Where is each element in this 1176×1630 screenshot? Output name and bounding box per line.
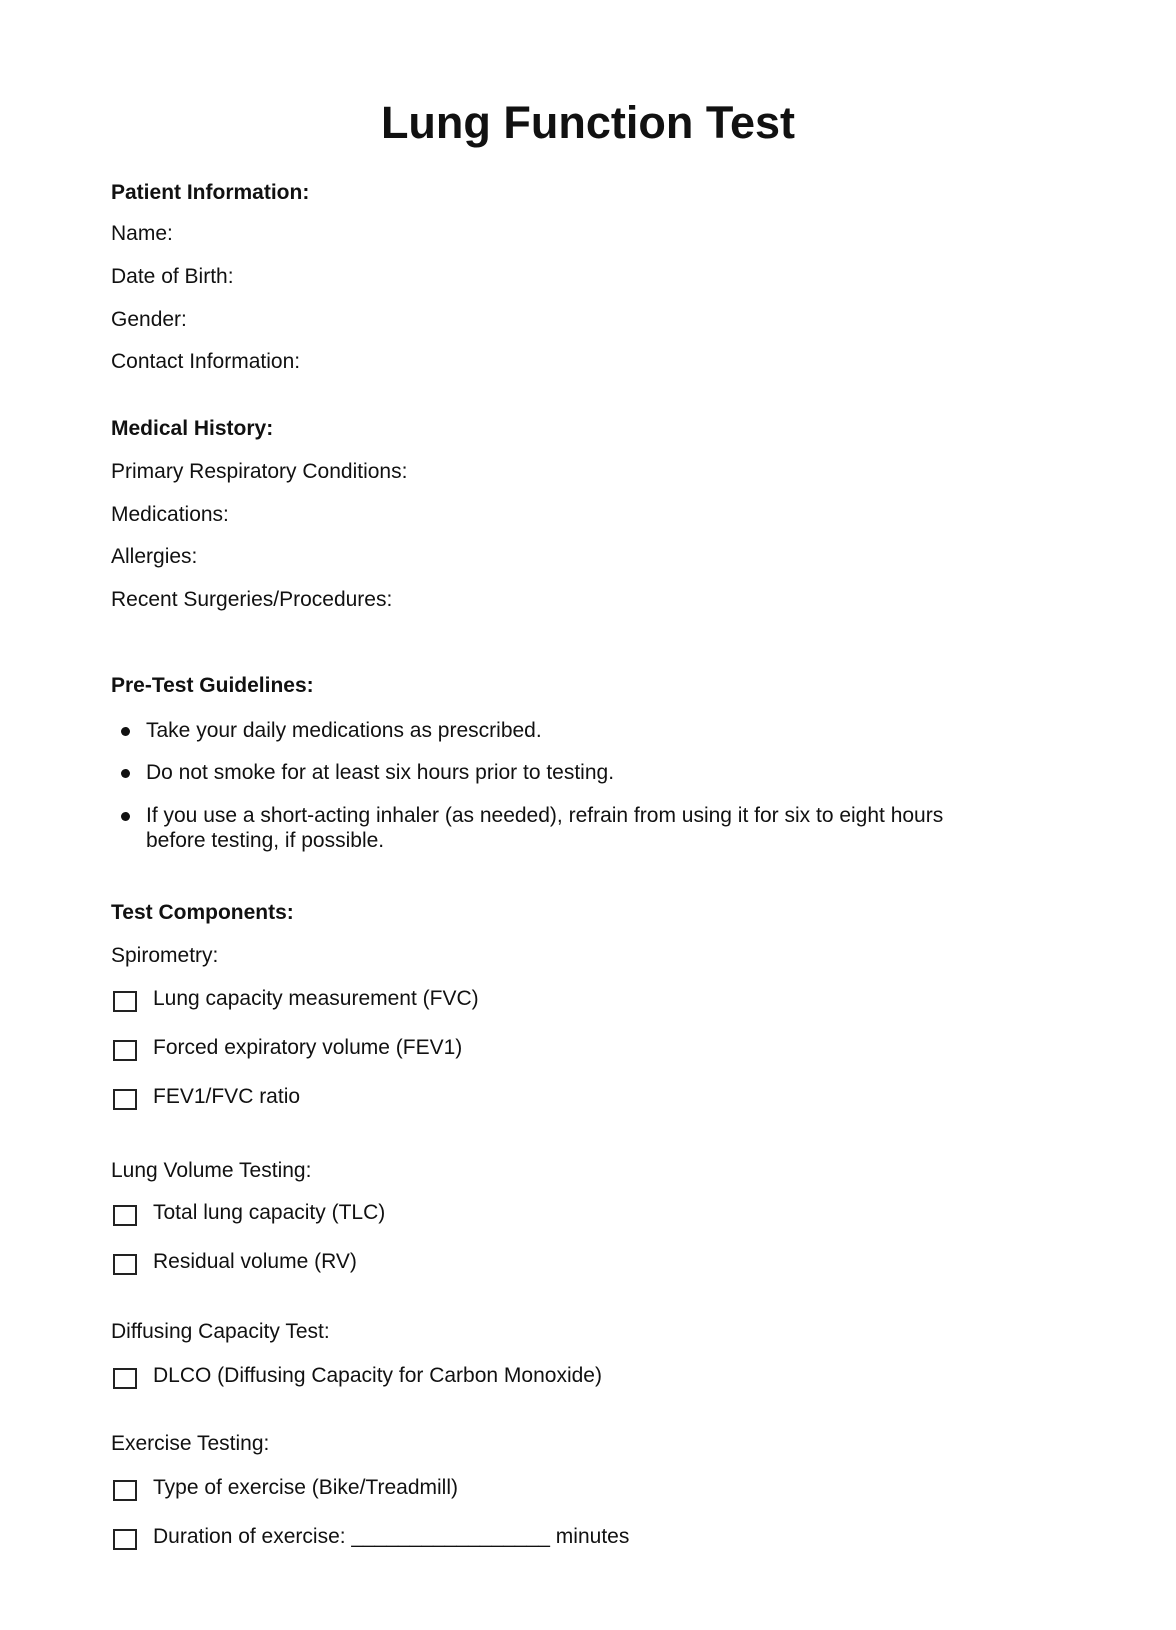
dlco-checkbox[interactable] xyxy=(113,1368,137,1389)
pre-test-heading: Pre-Test Guidelines: xyxy=(111,674,314,697)
guideline-item: Take your daily medications as prescribed. xyxy=(146,719,542,742)
bullet-icon xyxy=(121,769,130,778)
tlc-checkbox[interactable] xyxy=(113,1205,137,1226)
exercise-duration-label: Duration of exercise: _________________ minutes xyxy=(153,1525,630,1548)
exercise-duration-checkbox[interactable] xyxy=(113,1529,137,1550)
patient-info-heading: Patient Information: xyxy=(111,181,310,204)
surgeries-field: Recent Surgeries/Procedures: xyxy=(111,588,393,611)
guideline-item: If you use a short-acting inhaler (as needed), refrain from using it for six to eight hours xyxy=(146,804,944,827)
page-title: Lung Function Test xyxy=(380,97,796,148)
medical-history-heading: Medical History: xyxy=(111,417,274,440)
tlc-label: Total lung capacity (TLC) xyxy=(153,1201,386,1224)
rv-label: Residual volume (RV) xyxy=(153,1250,357,1273)
name-field: Name: xyxy=(111,222,173,245)
lung-volume-label: Lung Volume Testing: xyxy=(111,1159,312,1182)
test-components-heading: Test Components: xyxy=(111,901,294,924)
allergies-field: Allergies: xyxy=(111,545,198,568)
spirometry-label: Spirometry: xyxy=(111,944,219,967)
contact-field: Contact Information: xyxy=(111,350,301,373)
bullet-icon xyxy=(121,727,130,736)
respiratory-conditions-field: Primary Respiratory Conditions: xyxy=(111,460,408,483)
gender-field: Gender: xyxy=(111,308,187,331)
exercise-testing-label: Exercise Testing: xyxy=(111,1432,270,1455)
diffusing-capacity-label: Diffusing Capacity Test: xyxy=(111,1320,330,1343)
fvc-checkbox[interactable] xyxy=(113,991,137,1012)
exercise-type-checkbox[interactable] xyxy=(113,1480,137,1501)
fev1-fvc-ratio-label: FEV1/FVC ratio xyxy=(153,1085,301,1108)
exercise-type-label: Type of exercise (Bike/Treadmill) xyxy=(153,1476,458,1499)
fvc-label: Lung capacity measurement (FVC) xyxy=(153,987,479,1010)
fev1-fvc-ratio-checkbox[interactable] xyxy=(113,1089,137,1110)
medications-field: Medications: xyxy=(111,503,229,526)
fev1-label: Forced expiratory volume (FEV1) xyxy=(153,1036,463,1059)
guideline-item: Do not smoke for at least six hours prior to testing. xyxy=(146,761,615,784)
dob-field: Date of Birth: xyxy=(111,265,234,288)
bullet-icon xyxy=(121,812,130,821)
guideline-item-continued: before testing, if possible. xyxy=(146,829,385,852)
dlco-label: DLCO (Diffusing Capacity for Carbon Monoxide) xyxy=(153,1364,602,1387)
fev1-checkbox[interactable] xyxy=(113,1040,137,1061)
rv-checkbox[interactable] xyxy=(113,1254,137,1275)
